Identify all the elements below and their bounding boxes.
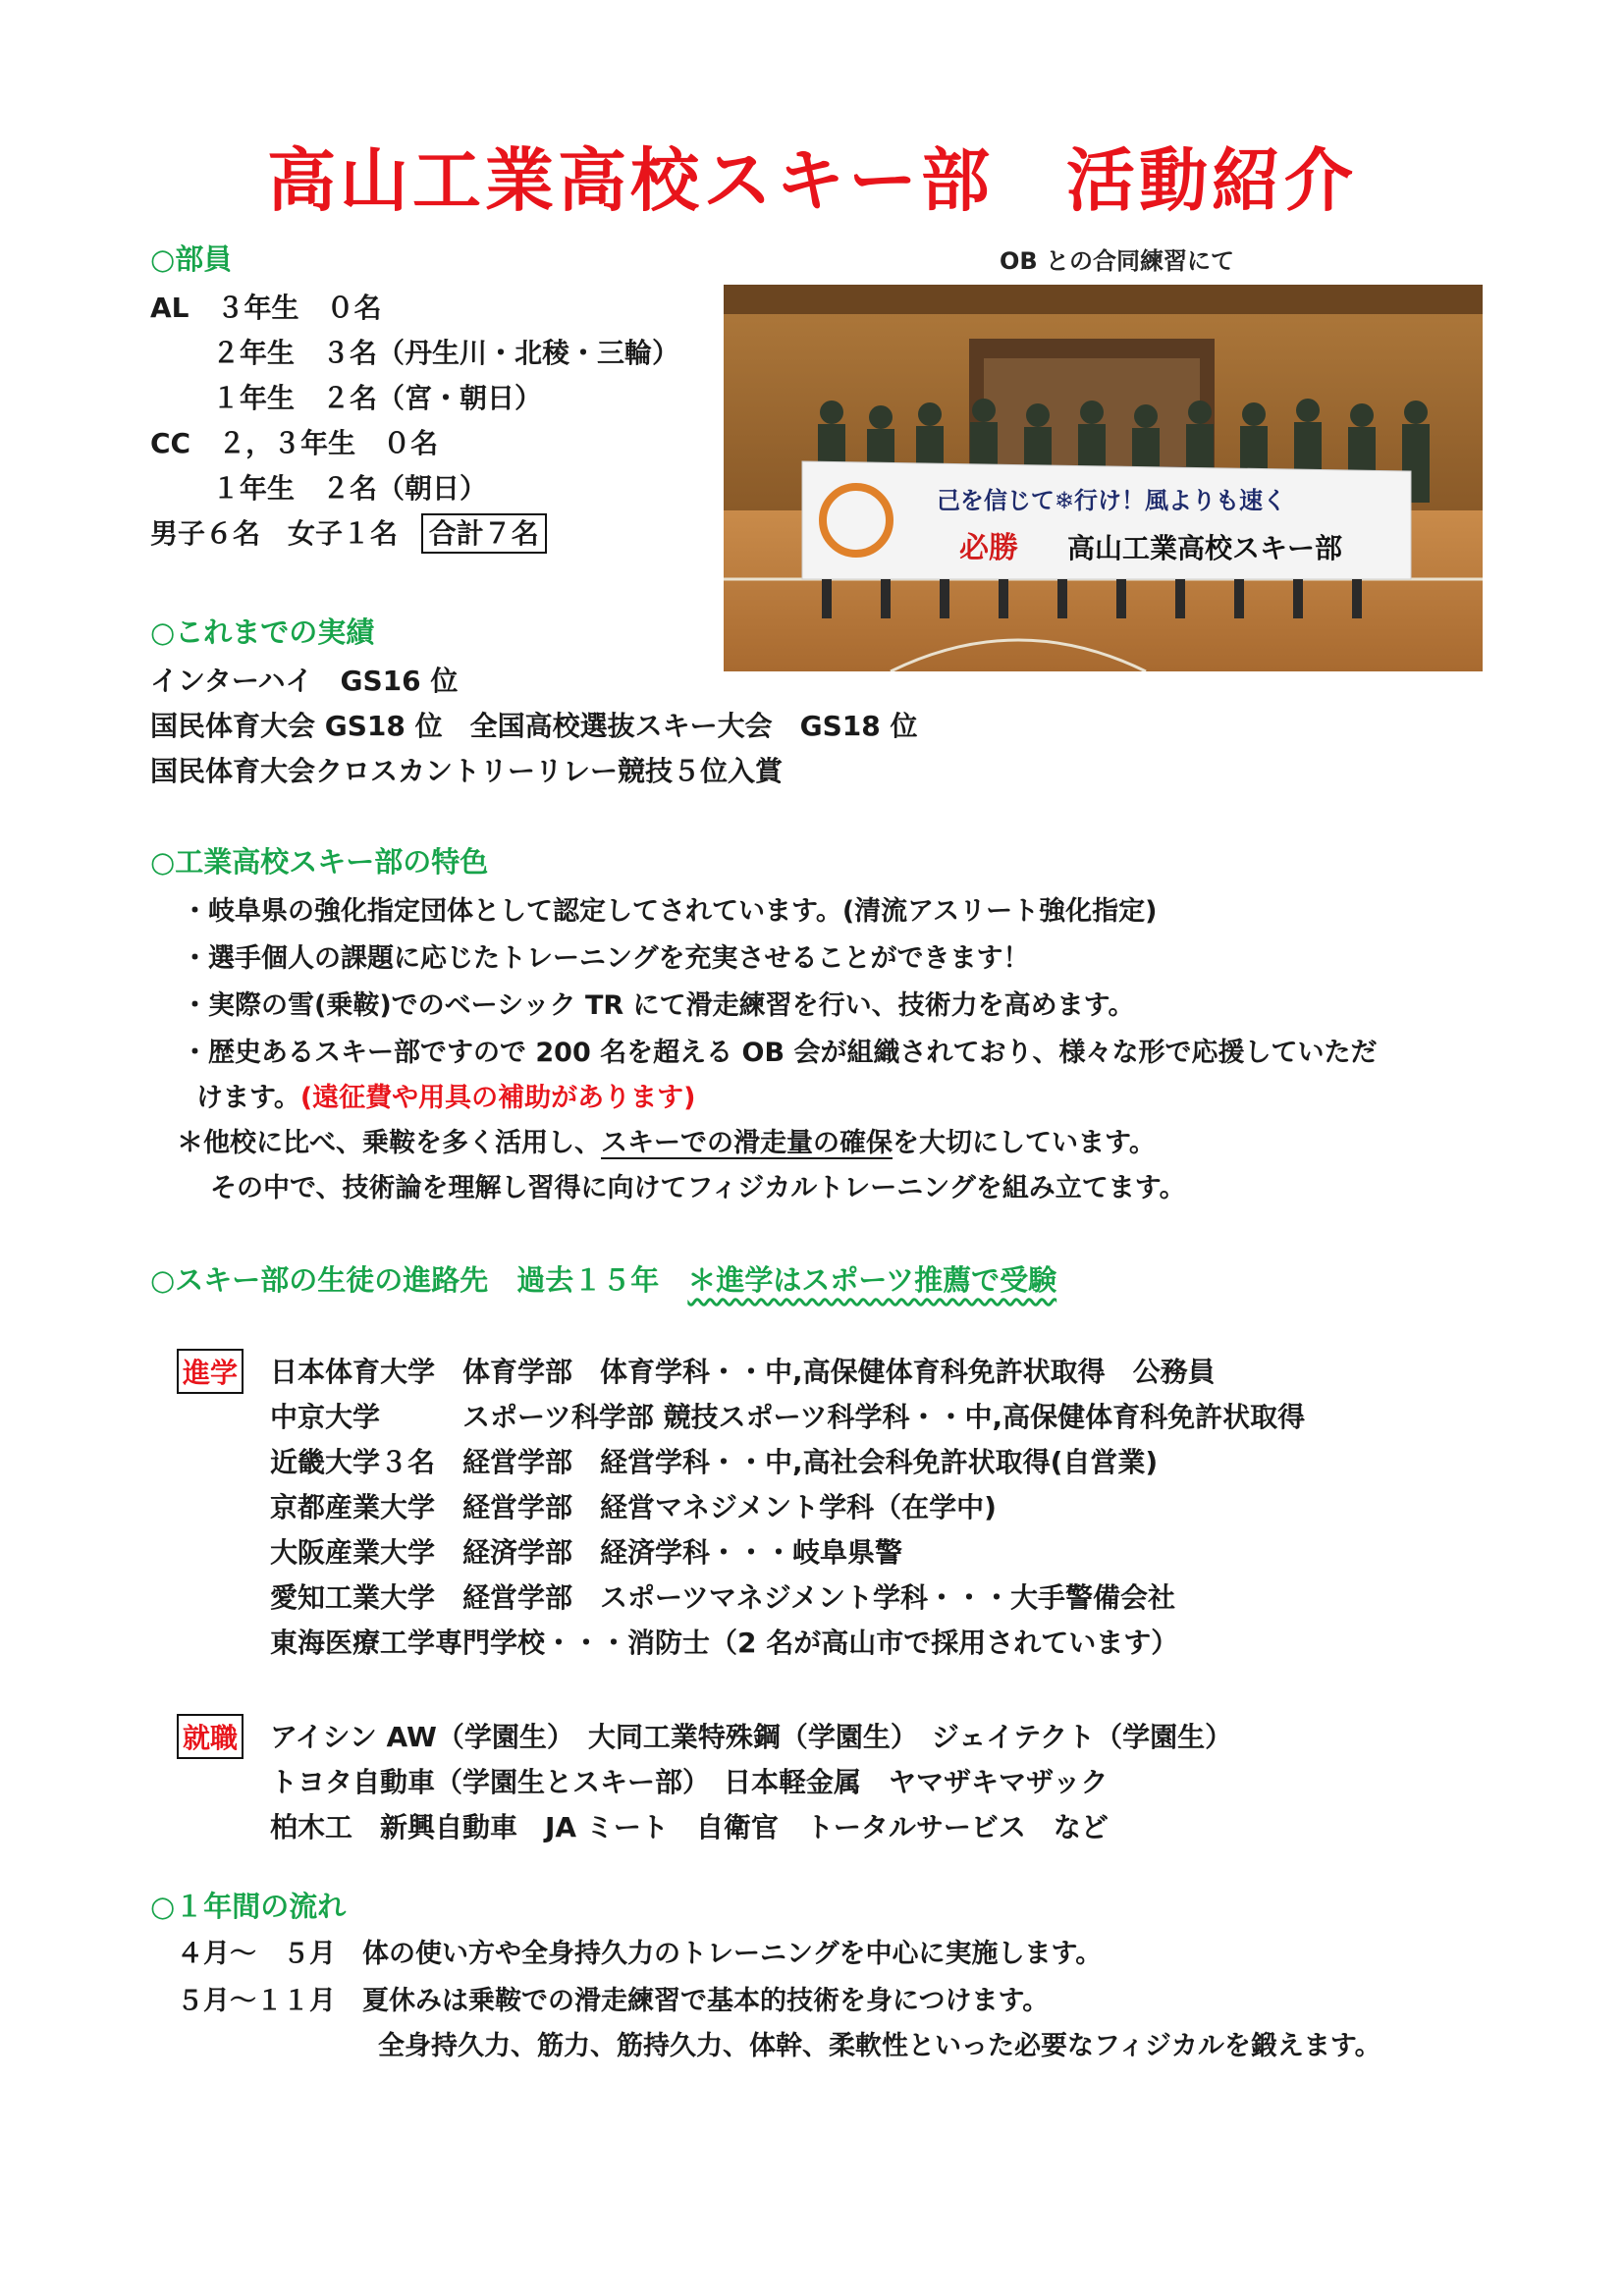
members-total: 合計７名 — [421, 513, 547, 554]
achievements-heading: ○これまでの実績 — [150, 615, 375, 649]
shushoku-tag: 就職 — [177, 1714, 244, 1759]
yearflow-line: ４月～ ５月 体の使い方や全身持久力のトレーニングを中心に実施します。 — [177, 1939, 1103, 1969]
career-line: 中京大学 スポーツ科学部 競技スポーツ科学科・・中,高保健体育科免許状取得 — [270, 1401, 1306, 1433]
feature-bullet: ・岐阜県の強化指定団体として認定してされています。(清流アスリート強化指定) — [182, 896, 1158, 927]
page-title: 高山工業高校スキー部 活動紹介 — [267, 140, 1357, 221]
photo-caption: OB との合同練習にて — [1000, 247, 1235, 275]
members-line: CC ２，３年生 ０名 — [150, 427, 439, 459]
career-line: 愛知工業大学 経営学部 スポーツマネジメント学科・・・大手警備会社 — [270, 1581, 1176, 1614]
achievement-line: インターハイ GS16 位 — [150, 665, 459, 697]
feature-bullet: ・歴史あるスキー部ですので 200 名を超える OB 会が組織されており、様々な形で応援していただ — [182, 1038, 1378, 1068]
members-summary-text: 男子６名 女子１名 — [150, 517, 399, 550]
shingaku-tag: 進学 — [177, 1349, 244, 1394]
members-line: １年生 ２名（宮・朝日） — [212, 382, 543, 414]
career-heading-text: ○スキー部の生徒の進路先 過去１５年 — [150, 1263, 688, 1297]
employment-line: トヨタ自動車（学園生とスキー部） 日本軽金属 ヤマザキマザック — [270, 1766, 1109, 1798]
employment-line: アイシン AW（学園生） 大同工業特殊鋼（学園生） ジェイテクト（学園生） — [270, 1721, 1233, 1753]
career-line: 近畿大学３名 経営学部 経営学科・・中,高社会科免許状取得(自営業) — [270, 1446, 1159, 1478]
yearflow-line: ５月～１１月 夏休みは乗鞍での滑走練習で基本的技術を身につけます。 — [177, 1986, 1050, 2016]
feature-bullet-cont-text: けます。 — [196, 1083, 300, 1113]
members-line: AL ３年生 ０名 — [150, 292, 382, 324]
yearflow-heading: ○１年間の流れ — [150, 1890, 347, 1923]
career-line: 大阪産業大学 経済学部 経済学科・・・岐阜県警 — [270, 1536, 903, 1569]
members-line: １年生 ２名（朝日） — [212, 472, 488, 505]
features-heading: ○工業高校スキー部の特色 — [150, 845, 489, 879]
achievement-line: 国民体育大会クロスカントリーリレー競技５位入賞 — [150, 755, 784, 787]
feature-note-part: ＊他校に比べ、乗鞍を多く活用し、 — [177, 1128, 601, 1158]
members-line: ２年生 ３名（丹生川・北稜・三輪） — [212, 337, 680, 369]
feature-bullet-red-note: (遠征費や用具の補助があります) — [299, 1083, 696, 1113]
feature-bullet: ・選手個人の課題に応じたトレーニングを充実させることができます！ — [182, 943, 1030, 974]
career-line: 京都産業大学 経営学部 経営マネジメント学科（在学中) — [270, 1491, 997, 1523]
team-photo — [724, 285, 1483, 671]
banner-hissho-text: 必勝 — [959, 531, 1018, 565]
feature-note-2: その中で、技術論を理解し習得に向けてフィジカルトレーニングを組み立てます。 — [210, 1173, 1186, 1203]
career-heading — [150, 1258, 1056, 1299]
career-line: 東海医療工学専門学校・・・消防士（2 名が高山市で採用されています） — [270, 1627, 1179, 1659]
feature-note-part: を大切にしています。 — [893, 1128, 1156, 1158]
banner-school-text: 高山工業高校スキー部 — [1066, 532, 1343, 564]
banner-top-text: 己を信じて❄行け！風よりも速く — [936, 487, 1287, 514]
feature-bullet: ・実際の雪(乗鞍)でのベーシック TR にて滑走練習を行い、技術力を高めます。 — [182, 990, 1135, 1021]
achievement-line: 国民体育大会 GS18 位 全国高校選抜スキー大会 GS18 位 — [150, 710, 918, 742]
feature-bullet-cont — [196, 1076, 696, 1114]
employment-line: 柏木工 新興自動車 JA ミート 自衛官 トータルサービス など — [270, 1811, 1109, 1843]
career-line: 日本体育大学 体育学部 体育学科・・中,高保健体育科免許状取得 公務員 — [270, 1356, 1216, 1388]
members-summary — [150, 512, 547, 552]
members-heading: ○部員 — [150, 242, 233, 276]
feature-note-underlined: スキーでの滑走量の確保 — [601, 1128, 893, 1158]
career-heading-note: ＊進学はスポーツ推薦で受験 — [687, 1263, 1057, 1297]
yearflow-line: 全身持久力、筋力、筋持久力、体幹、柔軟性といった必要なフィジカルを鍛えます。 — [378, 2031, 1381, 2061]
feature-note — [177, 1121, 1156, 1159]
